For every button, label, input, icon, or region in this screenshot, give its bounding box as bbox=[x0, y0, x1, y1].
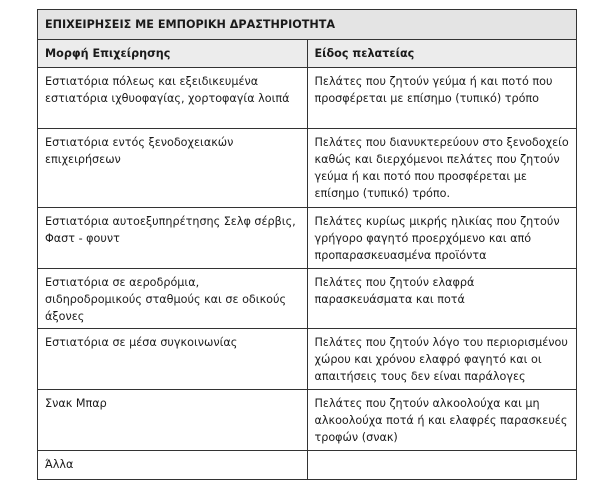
business-type-cell: Εστιατόρια σε μέσα συγκοινωνίας bbox=[38, 329, 308, 390]
clientele-cell: Πελάτες κυρίως μικρής ηλικίας που ζητούν γρήγορο φαγητό προερχόμενο και από προπαρασκευασμένα προϊόντα bbox=[307, 208, 577, 269]
table-row bbox=[38, 329, 577, 390]
column-header-business-type: Μορφή Επιχείρησης bbox=[38, 40, 308, 68]
clientele-cell: Πελάτες που ζητούν λόγο του περιορισμένου χώρου και χρόνου ελαφρό φαγητό και οι απαιτήσεις τους δεν είναι παράλογες bbox=[307, 329, 577, 390]
business-type-cell: Εστιατόρια σε αεροδρόμια, σιδηροδρομικούς σταθμούς και σε οδικούς άξονες bbox=[38, 269, 308, 329]
business-type-cell: Σνακ Μπαρ bbox=[38, 390, 308, 451]
clientele-cell: Πελάτες που ζητούν γεύμα ή και ποτό που προσφέρεται με επίσημο (τυπικό) τρόπο bbox=[307, 68, 577, 129]
table-row bbox=[38, 208, 577, 269]
table-title-row bbox=[38, 10, 577, 40]
business-type-cell: Άλλα bbox=[38, 451, 308, 480]
table-header-row bbox=[38, 40, 577, 68]
table-title: ΕΠΙΧΕΙΡΗΣΕΙΣ ΜΕ ΕΜΠΟΡΙΚΗ ΔΡΑΣΤΗΡΙΟΤΗΤΑ bbox=[38, 10, 577, 40]
table-row bbox=[38, 269, 577, 329]
clientele-cell: Πελάτες που ζητούν αλκοολούχα και μη αλκοολούχα ποτά ή και ελαφρές παρασκευές τροφών (σνακ) bbox=[307, 390, 577, 451]
table-row bbox=[38, 390, 577, 451]
clientele-cell bbox=[307, 451, 577, 480]
business-activity-table bbox=[37, 9, 577, 480]
clientele-cell: Πελάτες που ζητούν ελαφρά παρασκευάσματα και ποτά bbox=[307, 269, 577, 329]
clientele-cell: Πελάτες που διανυκτερεύουν στο ξενοδοχείο καθώς και διερχόμενοι πελάτες που ζητούν γεύμα ή και ποτό που προσφέρεται με επίσημο (τυπικό) τρόπο. bbox=[307, 129, 577, 208]
business-type-cell: Εστιατόρια πόλεως και εξειδικευμένα εστιατόρια ιχθυοφαγίας, χορτοφαγία λοιπά bbox=[38, 68, 308, 129]
column-header-clientele: Είδος πελατείας bbox=[307, 40, 577, 68]
table-row bbox=[38, 68, 577, 129]
table-row bbox=[38, 451, 577, 480]
table-row bbox=[38, 129, 577, 208]
business-type-cell: Εστιατόρια εντός ξενοδοχειακών επιχειρήσεων bbox=[38, 129, 308, 208]
business-type-cell: Εστιατόρια αυτοεξυπηρέτησης Σελφ σέρβις, Φαστ - φουντ bbox=[38, 208, 308, 269]
